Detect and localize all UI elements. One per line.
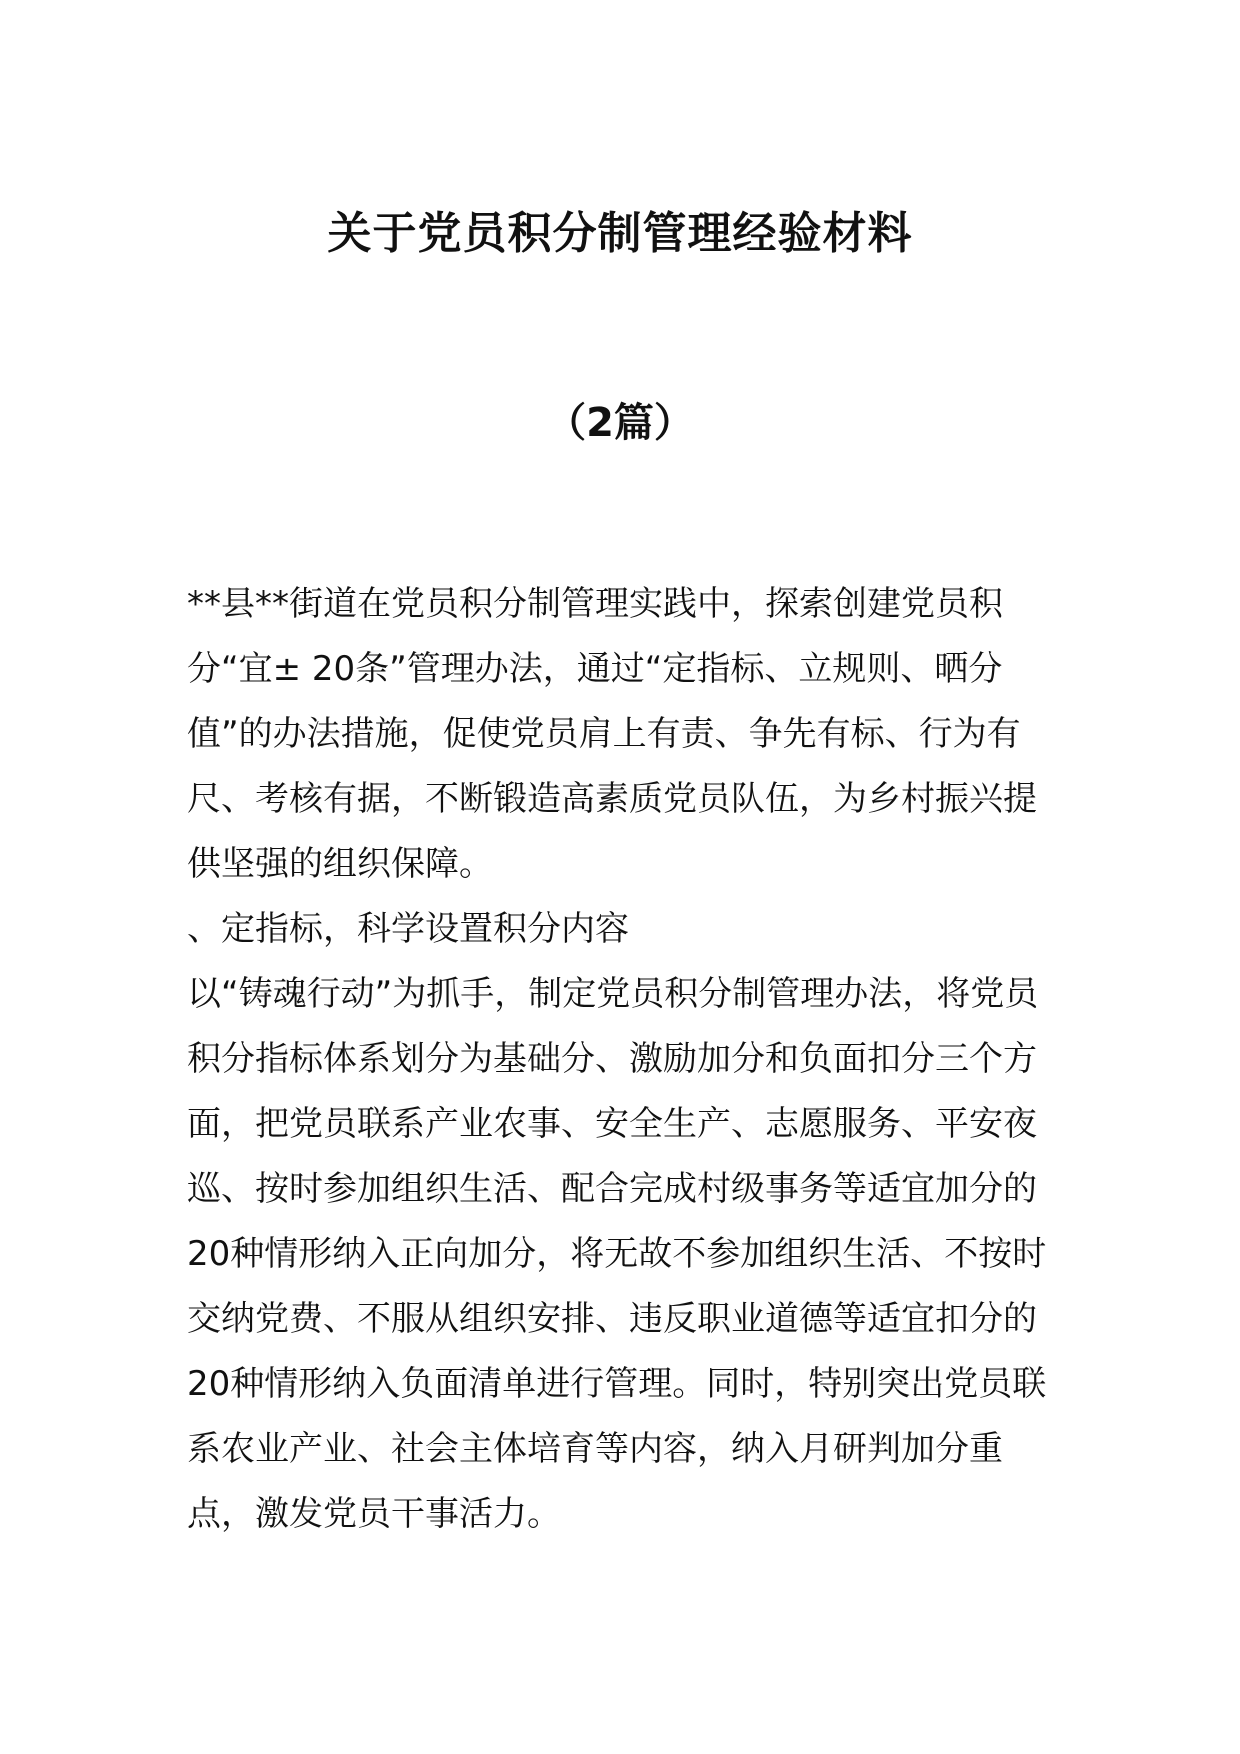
document-body [187,572,1057,1547]
section-heading: 、定指标，科学设置积分内容 [187,909,629,949]
intro-paragraph: **县**街道在党员积分制管理实践中，探索创建党员积分“宜± 20条”管理办法，通过“定指标、立规则、晒分值”的办法措施，促使党员肩上有责、争先有标、行为有尺、考核有据，不断锻造高素质党员队伍，为乡村振兴提供坚强的组织保障。 [187,584,1037,884]
section-paragraph: 以“铸魂行动”为抓手，制定党员积分制管理办法，将党员积分指标体系划分为基础分、激励加分和负面扣分三个方面，把党员联系产业农事、安全生产、志愿服务、平安夜巡、按时参加组织生活、配合完成村级事务等适宜加分的20种情形纳入正向加分，将无故不参加组织生活、不按时交纳党费、不服从组织安排、违反职业道德等适宜扣分的20种情形纳入负面清单进行管理。同时，特别突出党员联系农业产业、社会主体培育等内容，纳入月研判加分重点，激发党员干事活力。 [187,974,1047,1534]
document-title: 关于党员积分制管理经验材料 [327,208,913,259]
document-subtitle: （2篇） [546,400,694,446]
